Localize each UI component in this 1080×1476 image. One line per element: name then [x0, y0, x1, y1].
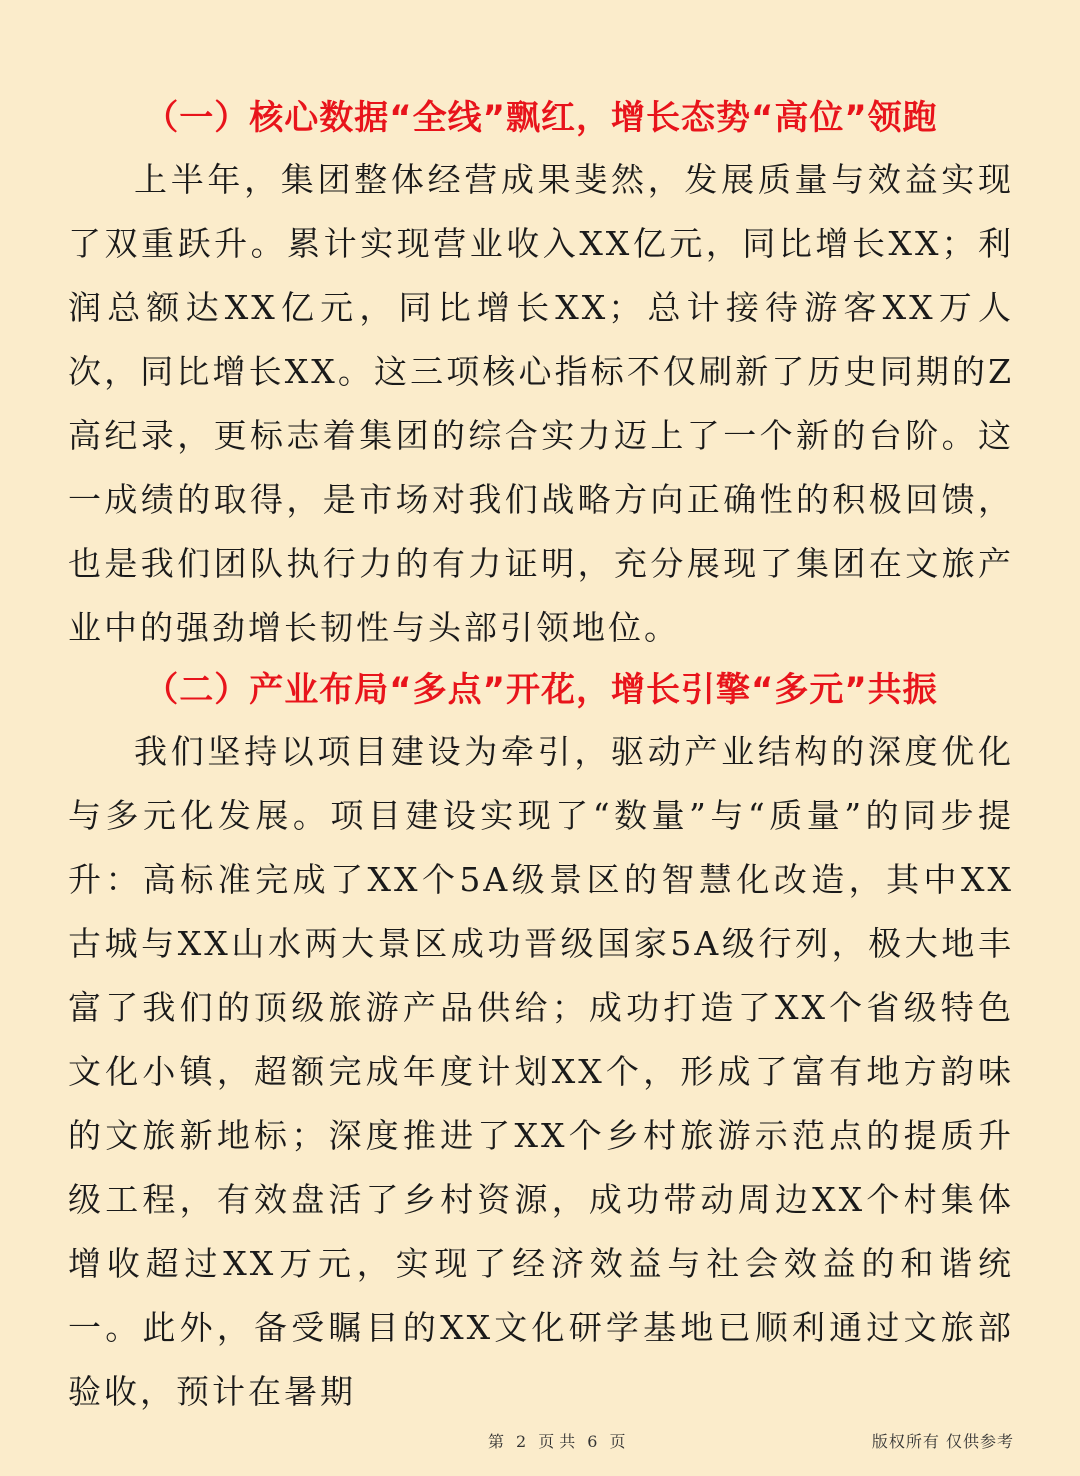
- section-paragraph-1: 上半年，集团整体经营成果斐然，发展质量与效益实现了双重跃升。累计实现营业收入XX亿元，同比增长XX；利润总额达XX亿元，同比增长XX；总计接待游客XX万人次，同比增长XX。这三项核心指标不仅刷新了历史同期的Z高纪录，更标志着集团的综合实力迈上了一个新的台阶。这一成绩的取得，是市场对我们战略方向正确性的积极回馈，也是我们团队执行力的有力证明，充分展现了集团在文旅产业中的强劲增长韧性与头部引领地位。: [68, 160, 1014, 647]
- section-heading-2: （二）产业布局“多点”开花，增长引擎“多元”共振: [144, 670, 938, 710]
- document-page: [68, 88, 1014, 1424]
- copyright-notice: 版权所有 仅供参考: [871, 1432, 1014, 1451]
- page-footer: [0, 1428, 1080, 1456]
- page-number: [482, 1428, 632, 1456]
- page-total: 6: [587, 1432, 598, 1451]
- page-current: 2: [516, 1432, 527, 1451]
- page-suffix: 页: [609, 1432, 626, 1451]
- section-heading-1: （一）核心数据“全线”飘红，增长态势“高位”领跑: [144, 98, 938, 138]
- section-paragraph-2: 我们坚持以项目建设为牵引，驱动产业结构的深度优化与多元化发展。项目建设实现了“数量”与“质量”的同步提升：高标准完成了XX个5A级景区的智慧化改造，其中XX古城与XX山水两大景区成功晋级国家5A级行列，极大地丰富了我们的顶级旅游产品供给；成功打造了XX个省级特色文化小镇，超额完成年度计划XX个，形成了富有地方韵味的文旅新地标；深度推进了XX个乡村旅游示范点的提质升级工程，有效盘活了乡村资源，成功带动周边XX个村集体增收超过XX万元，实现了经济效益与社会效益的和谐统一。此外，备受瞩目的XX文化研学基地已顺利通过文旅部验收，预计在暑期: [68, 732, 1014, 1411]
- page-prefix: 第: [488, 1432, 505, 1451]
- page-middle: 页 共: [538, 1432, 576, 1451]
